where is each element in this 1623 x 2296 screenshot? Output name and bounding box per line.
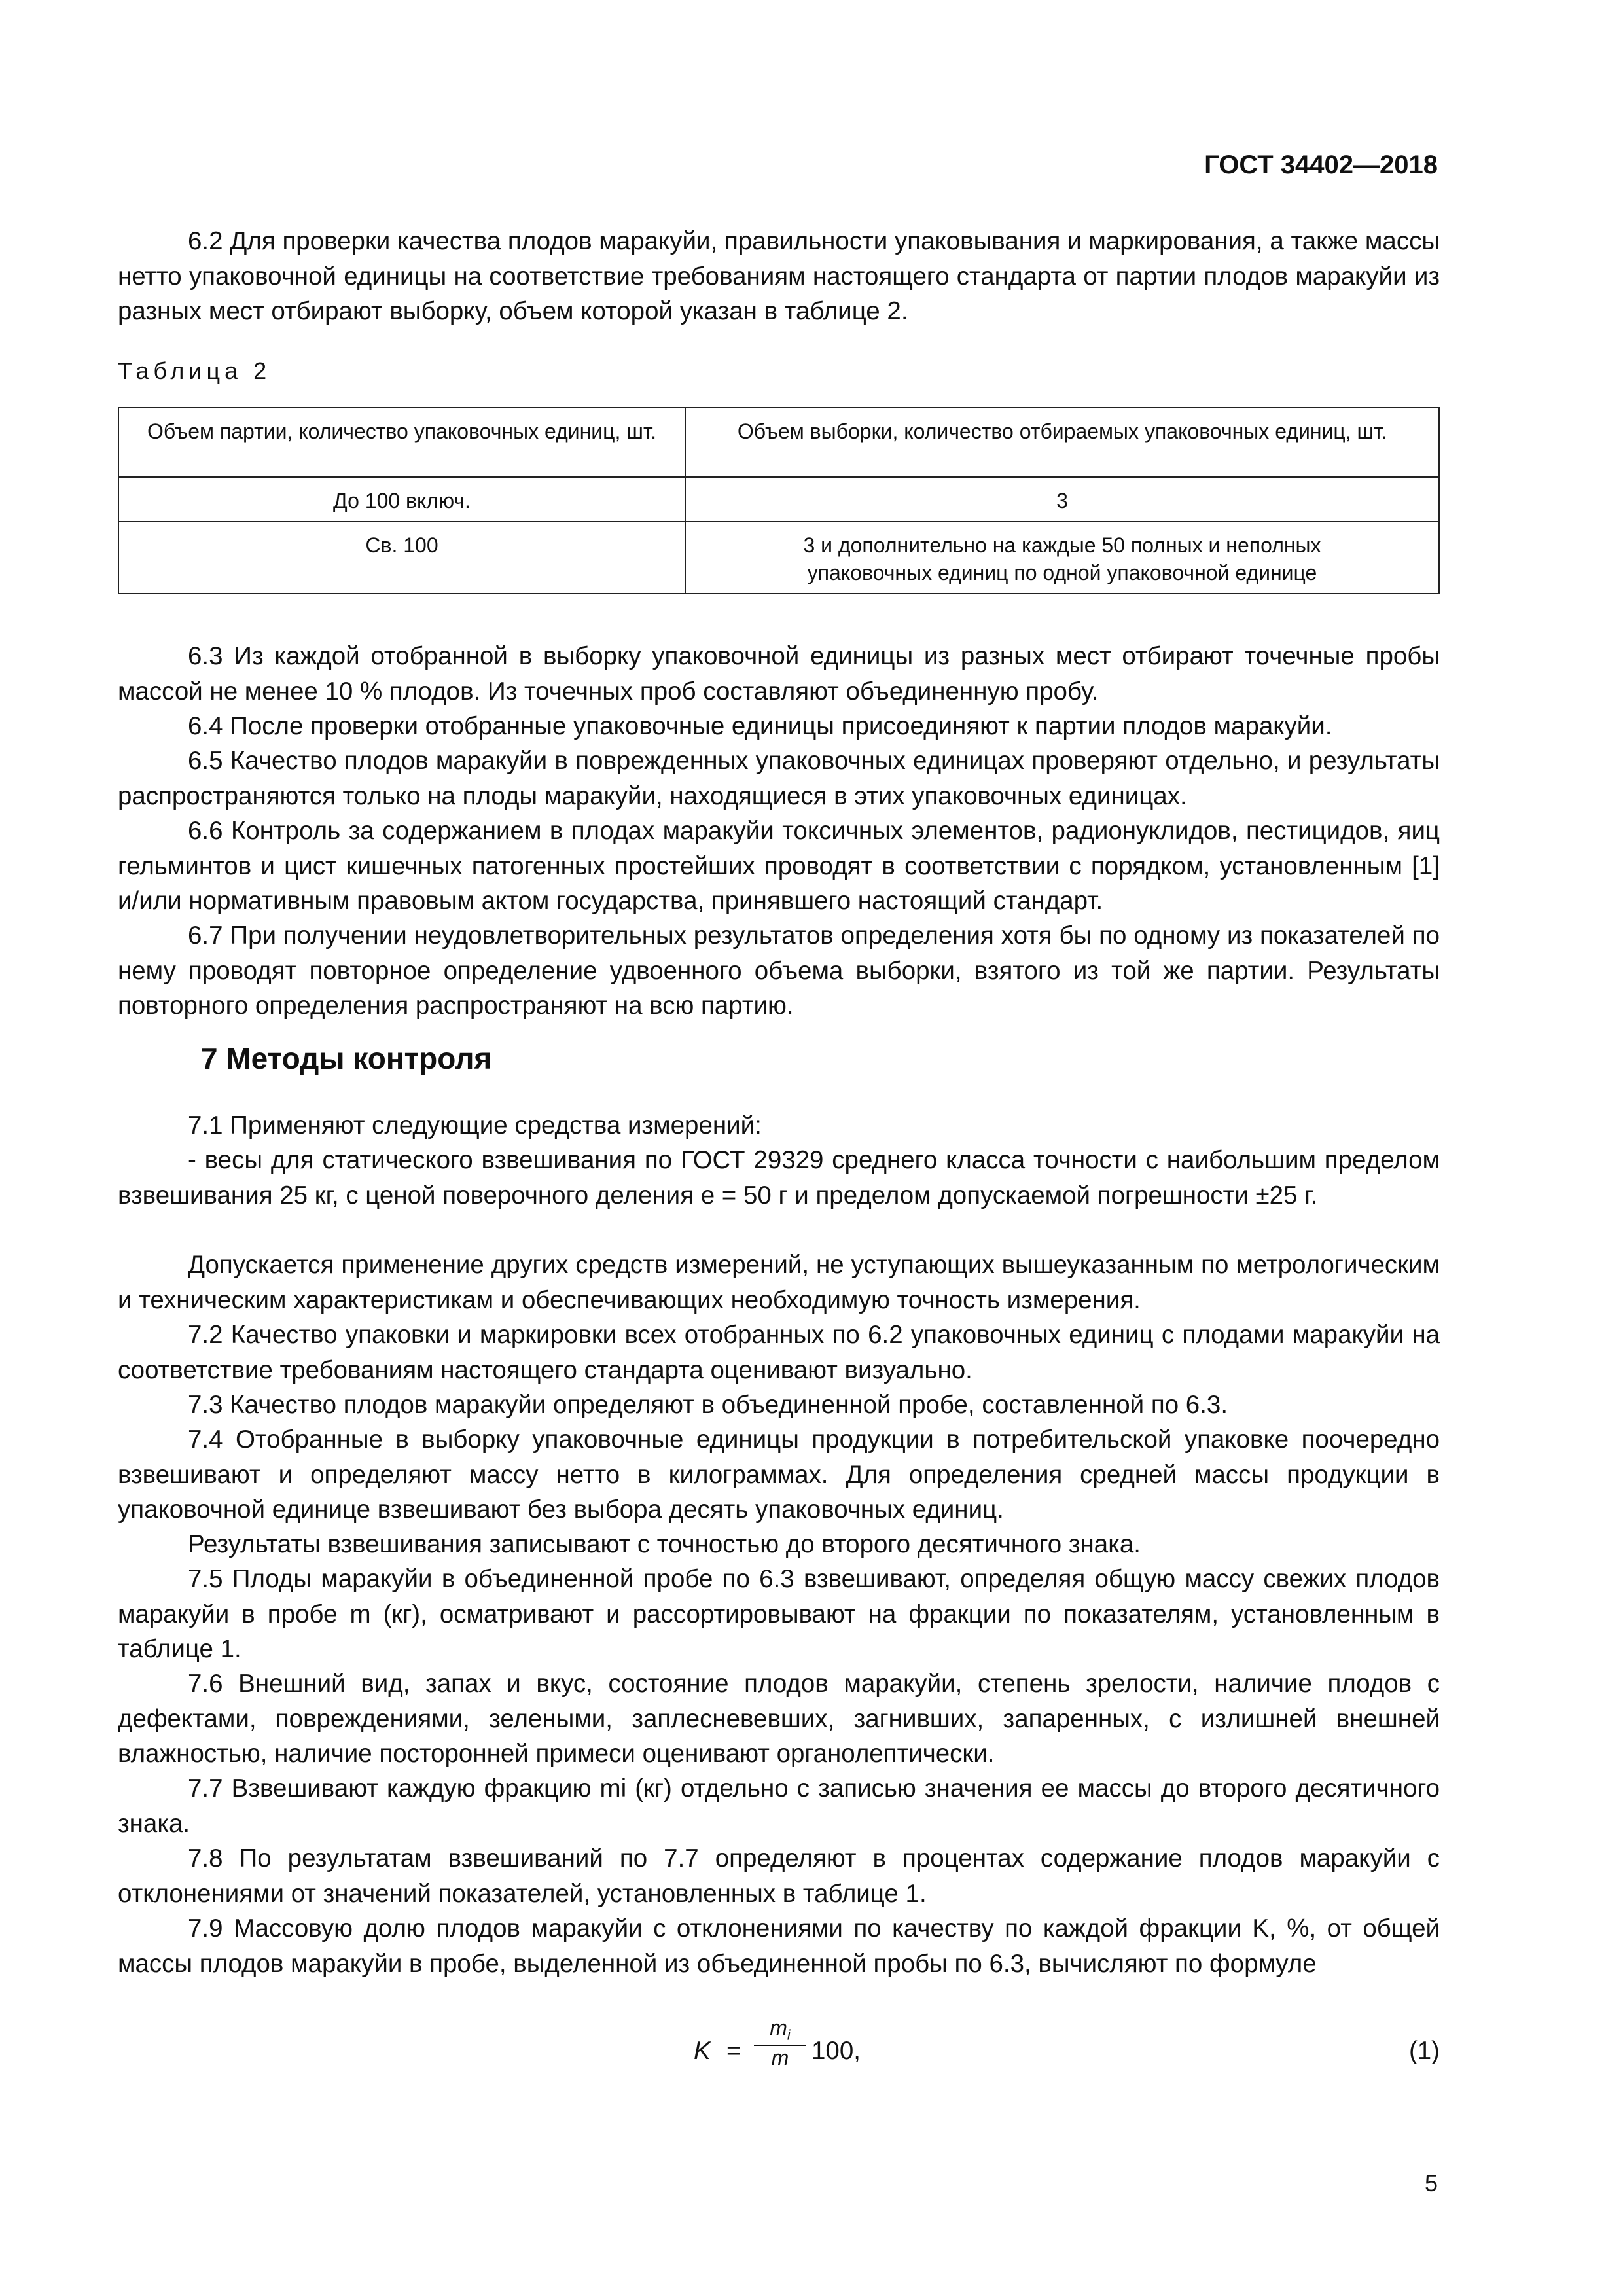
clause-7-1-note: Допускается применение других средств измерений, не уступающих вышеуказанным по метрологическим и техническим характеристикам и обеспечивающих необходимую точность измерения. xyxy=(118,1251,1440,1314)
table-header-row xyxy=(118,408,1439,477)
clause-7-1: 7.1 Применяют следующие средства измерений: xyxy=(188,1111,762,1139)
formula-tail: 100, xyxy=(812,2037,861,2065)
formula-numerator-sub: i xyxy=(787,2026,791,2043)
table-row xyxy=(118,477,1439,522)
formula-numerator-var: m xyxy=(770,2016,787,2039)
clause-7-4-note: Результаты взвешивания записывают с точностью до второго десятичного знака. xyxy=(188,1530,1141,1558)
table-header-cell: Объем партии, количество упаковочных единиц, шт. xyxy=(118,408,685,477)
clause-6-4: 6.4 После проверки отобранные упаковочные единицы присоединяют к партии плодов маракуйи. xyxy=(188,712,1332,740)
formula-equals: = xyxy=(726,2037,741,2065)
table-cell: 3 xyxy=(685,477,1439,522)
clause-7-9: 7.9 Массовую долю плодов маракуйи с отклонениями по качеству по каждой фракции K, %, от общей массы плодов маракуйи в пробе, выделенной из объединенной пробы по 6.3, вычисляют по формуле xyxy=(118,1914,1440,1978)
page-number: 5 xyxy=(1424,2170,1438,2197)
clause-7-1-item-text: - весы для статического взвешивания по ГОСТ 29329 среднего класса точности с наибольшим пределом взвешивания 25 кг, с ценой поверочного деления e = 50 г и пределом допускаемой погрешности ±25 г. xyxy=(118,1146,1440,1210)
formula-number: (1) xyxy=(1408,2037,1440,2065)
table-cell: До 100 включ. xyxy=(118,477,685,522)
table-cell: 3 и дополнительно на каждые 50 полных и неполных упаковочных единиц по одной упаковочной единице xyxy=(685,522,1439,594)
clause-7-8: 7.8 По результатам взвешиваний по 7.7 определяют в процентах содержание плодов маракуйи с отклонениями от значений показателей, установленных в таблице 1. xyxy=(118,1844,1440,1908)
clause-7-1-item xyxy=(118,1143,1440,1213)
clause-6-2: 6.2 Для проверки качества плодов маракуйи, правильности упаковывания и маркирования, а также массы нетто упаковочной единицы на соответствие требованиям настоящего стандарта от партии плодов маракуйи из разных мест отбирают выборку, объем которой указан в таблице 2. xyxy=(118,227,1440,325)
sample-size-table xyxy=(118,407,1440,594)
clause-7-2: 7.2 Качество упаковки и маркировки всех отобранных по 6.2 упаковочных единиц с плодами маракуйи на соответствие требованиям настоящего стандарта оценивают визуально. xyxy=(118,1321,1440,1384)
clause-6-6: 6.6 Контроль за содержанием в плодах маракуйи токсичных элементов, радионуклидов, пестицидов, яиц гельминтов и цист кишечных патогенных простейших проводят в соответствии с порядком, установленным [1] и/или нормативным правовым актом государства, принявшего настоящий стандарт. xyxy=(118,817,1440,915)
formula-fraction xyxy=(754,2016,806,2070)
formula-lhs: K xyxy=(694,2037,711,2065)
clause-6-7: 6.7 При получении неудовлетворительных результатов определения хотя бы по одному из показателей по нему проводят повторное определение удвоенного объема выборки, взятого из той же партии. Результаты повторного определения распространяют на всю партию. xyxy=(118,922,1440,1020)
table-cell: Св. 100 xyxy=(118,522,685,594)
clause-7-5: 7.5 Плоды маракуйи в объединенной пробе по 6.3 взвешивают, определяя общую массу свежих плодов маракуйи в пробе m (кг), осматривают и рассортировывают на фракции по показателям, установленным в таблице 1. xyxy=(118,1565,1440,1663)
standard-designation: ГОСТ 34402—2018 xyxy=(1204,151,1438,179)
section-heading: 7 Методы контроля xyxy=(201,1041,492,1075)
clause-6-3: 6.3 Из каждой отобранной в выборку упаковочной единицы из разных мест отбирают точечные пробы массой не менее 10 % плодов. Из точечных проб составляют объединенную пробу. xyxy=(118,642,1440,706)
clause-7-7: 7.7 Взвешивают каждую фракцию mi (кг) отдельно с записью значения ее массы до второго десятичного знака. xyxy=(118,1774,1440,1838)
clause-6-5: 6.5 Качество плодов маракуйи в поврежденных упаковочных единицах проверяют отдельно, и результаты распространяются только на плоды маракуйи, находящиеся в этих упаковочных единицах. xyxy=(118,747,1440,810)
clause-7-3: 7.3 Качество плодов маракуйи определяют в объединенной пробе, составленной по 6.3. xyxy=(188,1391,1228,1419)
clause-7-4: 7.4 Отобранные в выборку упаковочные единицы продукции в потребительской упаковке поочередно взвешивают и определяют массу нетто в килограммах. Для определения средней массы продукции в упаковочной единице взвешивают без выбора десять упаковочных единиц. xyxy=(118,1426,1440,1524)
table-row xyxy=(118,522,1439,594)
formula-denominator: m xyxy=(771,2046,789,2070)
formula-numerator xyxy=(754,2016,806,2046)
clause-7-6: 7.6 Внешний вид, запах и вкус, состояние плодов маракуйи, степень зрелости, наличие плодов с дефектами, повреждениями, зелеными, заплесневевших, загнивших, запаренных, с излишней внешней влажностью, наличие посторонней примеси оценивают органолептически. xyxy=(118,1670,1440,1768)
table-header-cell: Объем выборки, количество отбираемых упаковочных единиц, шт. xyxy=(685,408,1439,477)
table-caption: Таблица 2 xyxy=(118,357,272,384)
